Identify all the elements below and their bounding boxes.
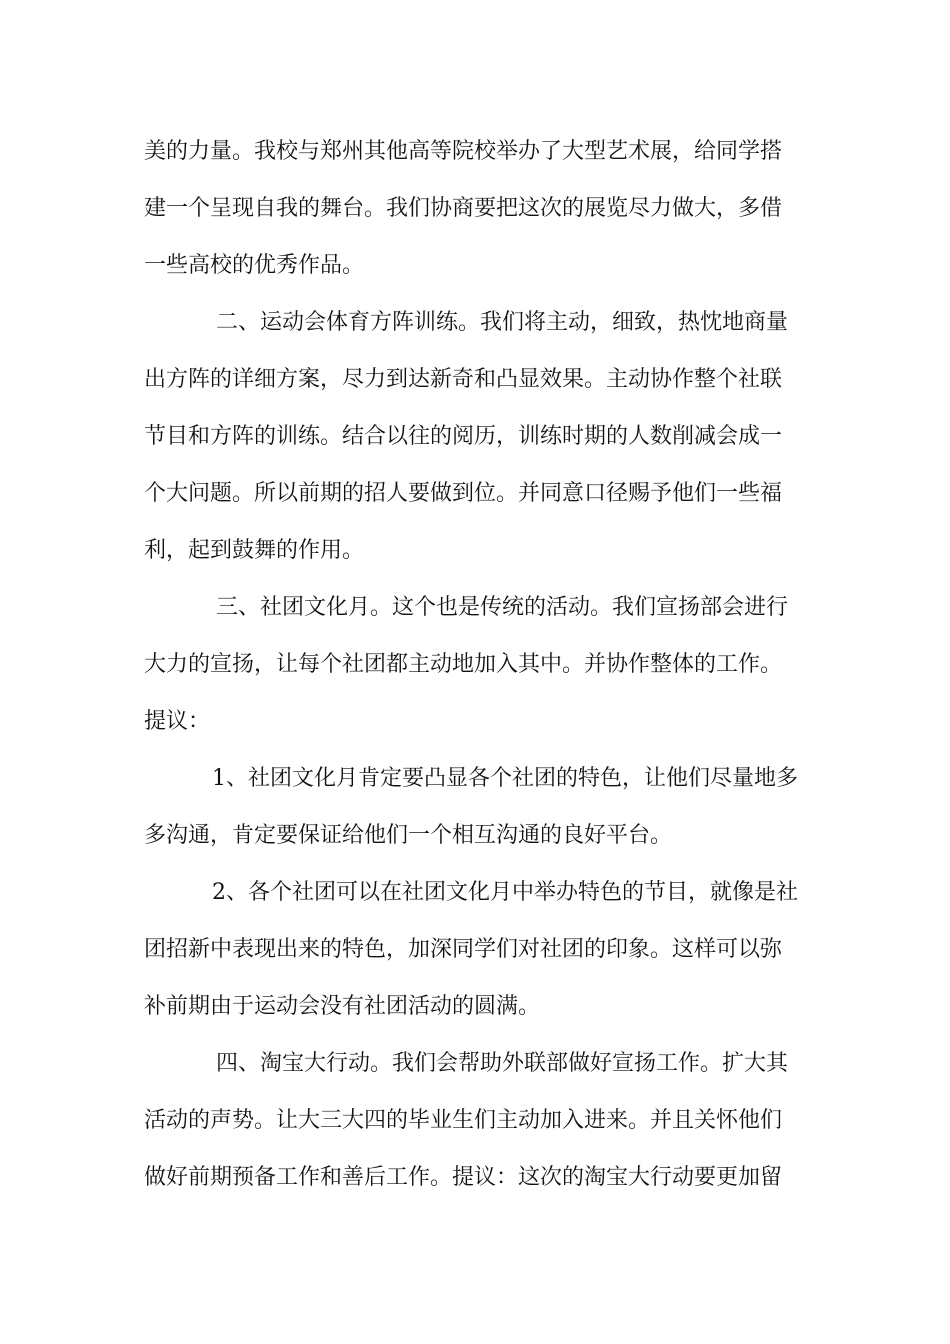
text-line-16: 补前期由于运动会没有社团活动的圆满。 — [144, 994, 541, 1019]
text-line-7: 个大问题。所以前期的招人要做到位。并同意口径赐予他们一些福 — [144, 481, 783, 506]
text-line-12: 1、社团文化月肯定要凸显各个社团的特色，让他们尽量地多 — [212, 766, 798, 791]
text-line-14: 2、各个社团可以在社团文化月中举办特色的节目，就像是社 — [212, 880, 798, 905]
text-line-15: 团招新中表现出来的特色，加深同学们对社团的印象。这样可以弥 — [144, 937, 783, 962]
text-line-13: 多沟通，肯定要保证给他们一个相互沟通的良好平台。 — [144, 823, 673, 848]
text-line-8: 利，起到鼓舞的作用。 — [144, 538, 365, 563]
text-line-18: 活动的声势。让大三大四的毕业生们主动加入进来。并且关怀他们 — [144, 1108, 783, 1133]
text-line-4: 二、运动会体育方阵训练。我们将主动，细致，热忱地商量 — [216, 310, 789, 335]
text-line-5: 出方阵的详细方案，尽力到达新奇和凸显效果。主动协作整个社联 — [144, 367, 783, 392]
text-line-19: 做好前期预备工作和善后工作。提议：这次的淘宝大行动要更加留 — [144, 1165, 783, 1190]
text-line-17: 四、淘宝大行动。我们会帮助外联部做好宣扬工作。扩大其 — [216, 1051, 789, 1076]
text-line-10: 大力的宣扬，让每个社团都主动地加入其中。并协作整体的工作。 — [144, 652, 783, 677]
text-line-11: 提议： — [144, 709, 211, 734]
text-line-2: 建一个呈现自我的舞台。我们协商要把这次的展览尽力做大，多借 — [144, 196, 783, 221]
text-line-9: 三、社团文化月。这个也是传统的活动。我们宣扬部会进行 — [216, 595, 789, 620]
text-line-6: 节目和方阵的训练。结合以往的阅历，训练时期的人数削减会成一 — [144, 424, 783, 449]
text-line-3: 一些高校的优秀作品。 — [144, 253, 365, 278]
text-line-1: 美的力量。我校与郑州其他高等院校举办了大型艺术展，给同学搭 — [144, 139, 783, 164]
